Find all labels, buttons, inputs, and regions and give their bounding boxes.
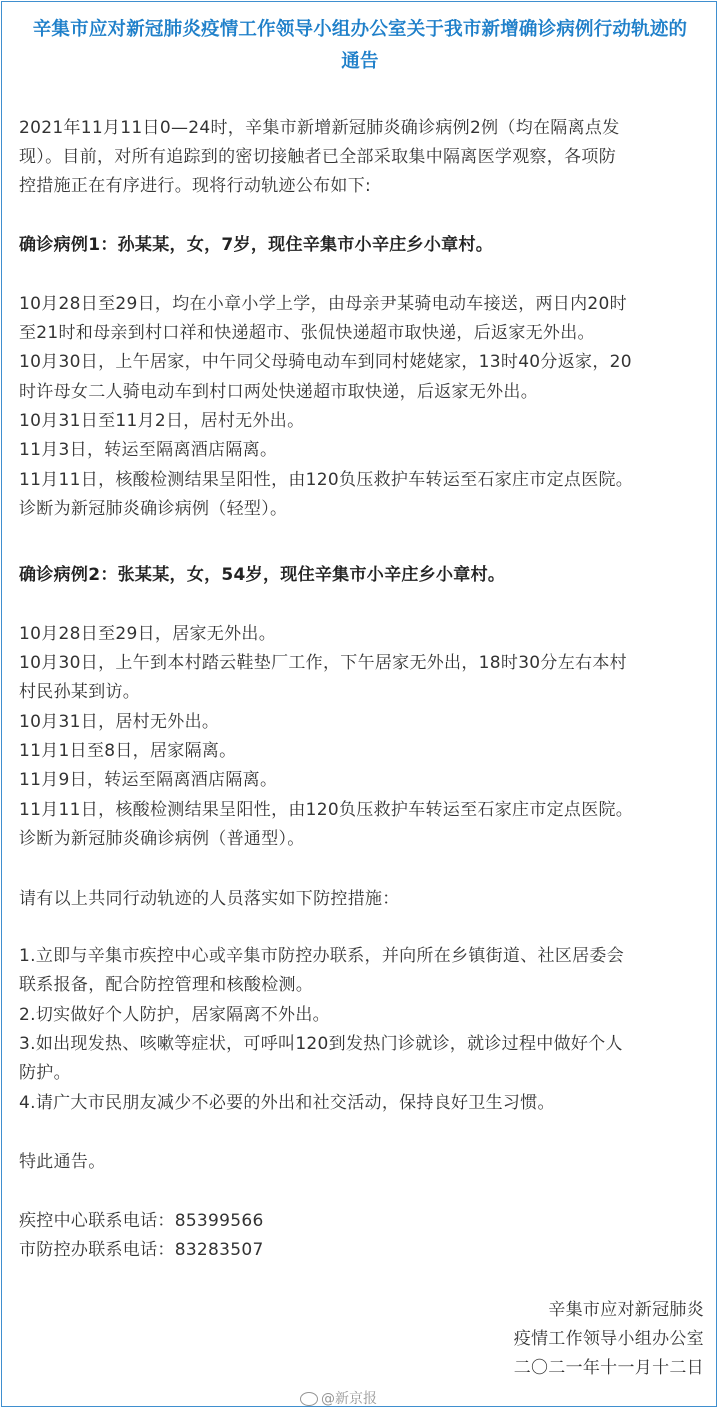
measures-intro: 请有以上共同行动轨迹的人员落实如下防控措施： (19, 889, 400, 909)
contact-prevention-office-phone: 市防控办联系电话：83283507 (19, 1240, 264, 1260)
case-2-heading: 确诊病例2：张某某，女，54岁，现住辛集市小辛庄乡小章村。 (19, 565, 506, 585)
case-1-line: 11月11日，核酸检测结果呈阳性，由120负压救护车转运至石家庄市定点医院。 (19, 470, 634, 490)
case-2-line: 10月28日至29日，居家无外出。 (19, 624, 276, 644)
notice-title-line-1: 辛集市应对新冠肺炎疫情工作领导小组办公室关于我市新增确诊病例行动轨迹的 (32, 19, 688, 40)
measure-line: 防护。 (19, 1063, 71, 1083)
intro-line: 2021年11月11日0—24时，辛集市新增新冠肺炎确诊病例2例（均在隔离点发 (19, 118, 620, 138)
contact-cdc-phone: 疾控中心联系电话：85399566 (19, 1211, 264, 1231)
weibo-icon (300, 1392, 318, 1406)
case-2-line: 10月31日，居村无外出。 (19, 712, 220, 732)
notice-frame (1, 1, 717, 1407)
measure-line: 2.切实做好个人防护，居家隔离不外出。 (19, 1005, 330, 1025)
case-2-line: 11月9日，转运至隔离酒店隔离。 (19, 770, 278, 790)
intro-line: 现）。目前，对所有追踪到的密切接触者已全部采取集中隔离医学观察，各项防 (19, 147, 616, 167)
measure-line: 4.请广大市民朋友减少不必要的外出和社交活动，保持良好卫生习惯。 (19, 1093, 555, 1113)
closing-text: 特此通告。 (19, 1152, 106, 1172)
measure-line: 1.立即与辛集市疾控中心或辛集市防控办联系，并向所在乡镇街道、社区居委会 (19, 946, 625, 966)
case-2-line: 10月30日，上午到本村踏云鞋垫厂工作，下午居家无外出，18时30分左右本村 (19, 653, 627, 673)
case-1-line: 时许母女二人骑电动车到村口两处快递超市取快递，后返家无外出。 (19, 382, 538, 402)
notice-title-line-2: 通告 (341, 51, 379, 72)
weibo-watermark (300, 1388, 377, 1408)
case-2-line: 11月1日至8日，居家隔离。 (19, 741, 237, 761)
signature-line: 辛集市应对新冠肺炎 (548, 1300, 704, 1320)
case-1-line: 诊断为新冠肺炎确诊病例（轻型）。 (19, 499, 288, 519)
case-2-line: 11月11日，核酸检测结果呈阳性，由120负压救护车转运至石家庄市定点医院。 (19, 800, 634, 820)
case-1-line: 10月30日，上午居家，中午同父母骑电动车到同村姥姥家，13时40分返家，20 (19, 352, 632, 372)
measure-line: 联系报备，配合防控管理和核酸检测。 (19, 975, 314, 995)
signature-line: 疫情工作领导小组办公室 (513, 1329, 704, 1349)
case-1-line: 11月3日，转运至隔离酒店隔离。 (19, 440, 278, 460)
case-1-heading: 确诊病例1：孙某某，女，7岁，现住辛集市小辛庄乡小章村。 (19, 235, 494, 255)
measure-line: 3.如出现发热、咳嗽等症状，可呼叫120到发热门诊就诊，就诊过程中做好个人 (19, 1034, 623, 1054)
case-2-line: 诊断为新冠肺炎确诊病例（普通型）。 (19, 829, 305, 849)
case-1-line: 10月31日至11月2日，居村无外出。 (19, 411, 305, 431)
case-1-line: 10月28日至29日，均在小章小学上学，由母亲尹某骑电动车接送，两日内20时 (19, 294, 627, 314)
case-2-line: 村民孙某到访。 (19, 682, 141, 702)
signature-date: 二〇二一年十一月十二日 (513, 1358, 704, 1378)
case-1-line: 至21时和母亲到村口祥和快递超市、张侃快递超市取快递，后返家无外出。 (19, 323, 595, 343)
intro-line: 控措施正在有序进行。现将行动轨迹公布如下: (19, 176, 372, 196)
watermark-text: @新京报 (321, 1391, 377, 1407)
